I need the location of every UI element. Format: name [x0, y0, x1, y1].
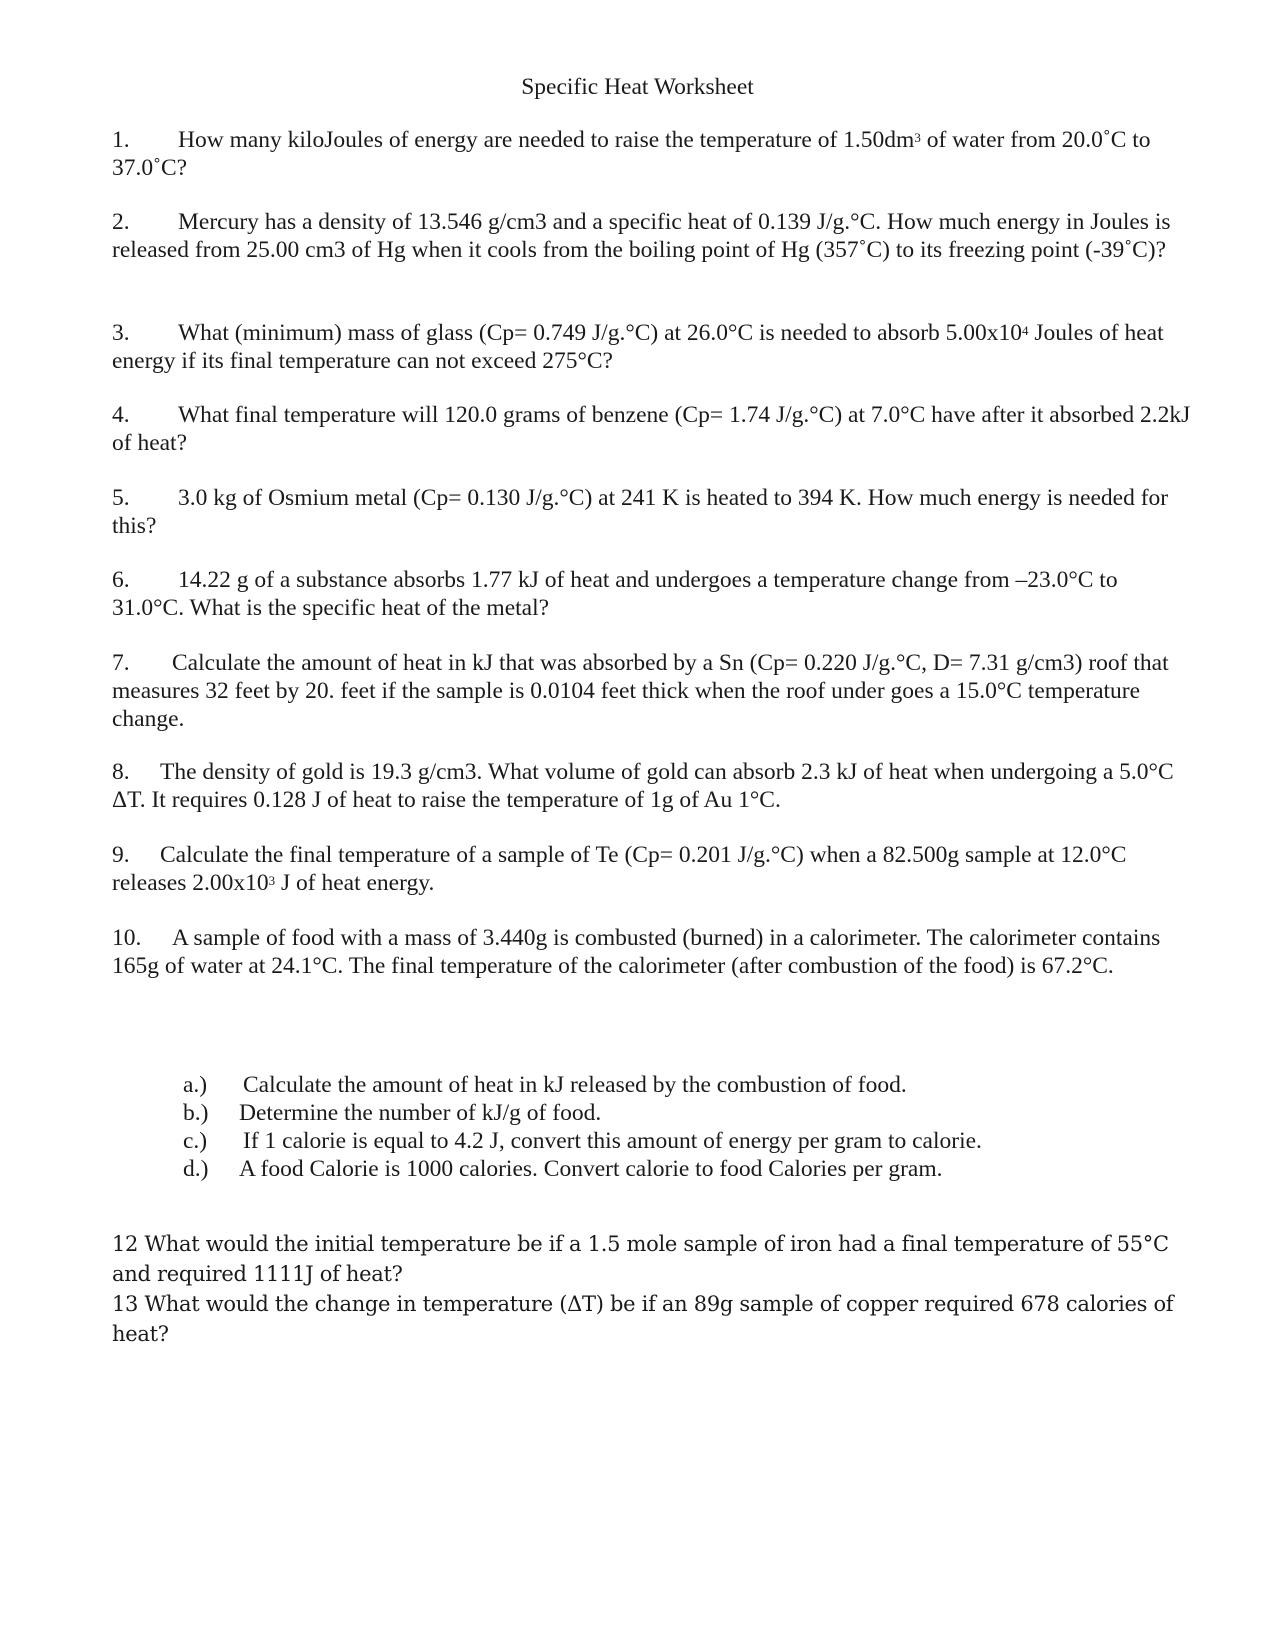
list-item — [183, 1099, 1083, 1127]
question-text: A sample of food with a mass of 3.440g is combusted (burned) in a calorimeter. The calorimeter contains 165g of water at 24.1°C. The final temperature of the calorimeter (after combustion of the food) is 67.2°C. — [112, 925, 1161, 979]
question-text: Calculate the amount of heat in kJ that was absorbed by a Sn (Cp= 0.220 J/g.°C, D= 7.31 g/cm3) roof that measures 32 feet by 20. feet if the sample is 0.0104 feet thick when the roof under goes a 15.0°C temperature change. — [112, 650, 1169, 732]
question-text: 14.22 g of a substance absorbs 1.77 kJ of heat and undergoes a temperature change from –23.0°C to 31.0°C. What is the specific heat of the metal? — [112, 567, 1118, 621]
question-6 — [112, 566, 1192, 622]
list-item — [183, 1071, 1083, 1099]
question-number: 4. — [112, 402, 130, 428]
question-number: 10. — [112, 925, 142, 951]
subitem-text: A food Calorie is 1000 calories. Convert calorie to food Calories per gram. — [239, 1156, 943, 1182]
question-number: 5. — [112, 485, 130, 511]
subitem-letter: b.) — [183, 1100, 209, 1126]
subitem-letter: a.) — [183, 1072, 208, 1098]
question-text: What final temperature will 120.0 grams of benzene (Cp= 1.74 J/g.°C) at 7.0°C have after it absorbed 2.2kJ of heat? — [112, 402, 1191, 456]
subitem-letter: d.) — [183, 1156, 209, 1182]
question-4 — [112, 401, 1192, 457]
question-text: The density of gold is 19.3 g/cm3. What volume of gold can absorb 2.3 kJ of heat when undergoing a 5.0°C ΔT. It requires 0.128 J of heat to raise the temperature of 1g of Au 1°C. — [112, 759, 1174, 813]
question-10-subitems — [183, 1071, 1083, 1183]
question-text: What (minimum) mass of glass (Cp= 0.749 J/g.°C) at 26.0°C is needed to absorb 5.00x10 — [178, 320, 1023, 346]
question-10 — [112, 924, 1192, 980]
superscript: 4 — [1022, 323, 1029, 338]
subitem-text: Calculate the amount of heat in kJ released by the combustion of food. — [243, 1072, 907, 1098]
question-8 — [112, 758, 1192, 814]
question-text: How many kiloJoules of energy are needed to raise the temperature of 1.50dm — [178, 127, 915, 153]
question-1 — [112, 126, 1192, 182]
superscript: 3 — [268, 873, 276, 888]
question-number: 3. — [112, 320, 130, 346]
superscript: 3 — [914, 130, 921, 145]
list-item — [183, 1127, 1083, 1155]
question-number: 6. — [112, 567, 130, 593]
question-3 — [112, 319, 1192, 375]
question-5 — [112, 484, 1192, 540]
subitem-letter: c.) — [183, 1128, 208, 1154]
question-text: Joules of heat energy if its final temperature can not exceed 275°C? — [112, 320, 1164, 374]
list-item — [183, 1155, 1083, 1183]
worksheet-title: Specific Heat Worksheet — [521, 74, 754, 100]
question-text: 3.0 kg of Osmium metal (Cp= 0.130 J/g.°C) at 241 K is heated to 394 K. How much energy is needed for this? — [112, 485, 1169, 539]
question-number: 9. — [112, 842, 130, 868]
question-text: J of heat energy. — [275, 870, 435, 896]
question-2 — [112, 208, 1192, 264]
question-text: Calculate the final temperature of a sample of Te (Cp= 0.201 J/g.°C) when a 82.500g sample at 12.0°C releases 2.00x10 — [112, 842, 1127, 896]
question-text: of water from 20.0˚C to 37.0˚C? — [112, 127, 1151, 181]
question-text: Mercury has a density of 13.546 g/cm3 and a specific heat of 0.139 J/g.°C. How much energy in Joules is released from 25.00 cm3 of Hg when it cools from the boiling point of Hg (357˚C) to its freezing point (-39˚C)? — [112, 209, 1171, 263]
question-9 — [112, 841, 1192, 897]
question-7 — [112, 649, 1192, 733]
question-12: 12 What would the initial temperature be if a 1.5 mole sample of iron had a final temperature of 55°C and required 1111J of heat? — [112, 1232, 1169, 1286]
subitem-text: If 1 calorie is equal to 4.2 J, convert this amount of energy per gram to calorie. — [243, 1128, 982, 1154]
question-number: 8. — [112, 759, 130, 785]
question-number: 7. — [112, 650, 130, 676]
question-number: 1. — [112, 127, 130, 153]
subitem-text: Determine the number of kJ/g of food. — [239, 1100, 602, 1126]
question-number: 2. — [112, 209, 130, 235]
question-13: 13 What would the change in temperature (ΔT) be if an 89g sample of copper required 678 calories of heat? — [112, 1292, 1174, 1346]
